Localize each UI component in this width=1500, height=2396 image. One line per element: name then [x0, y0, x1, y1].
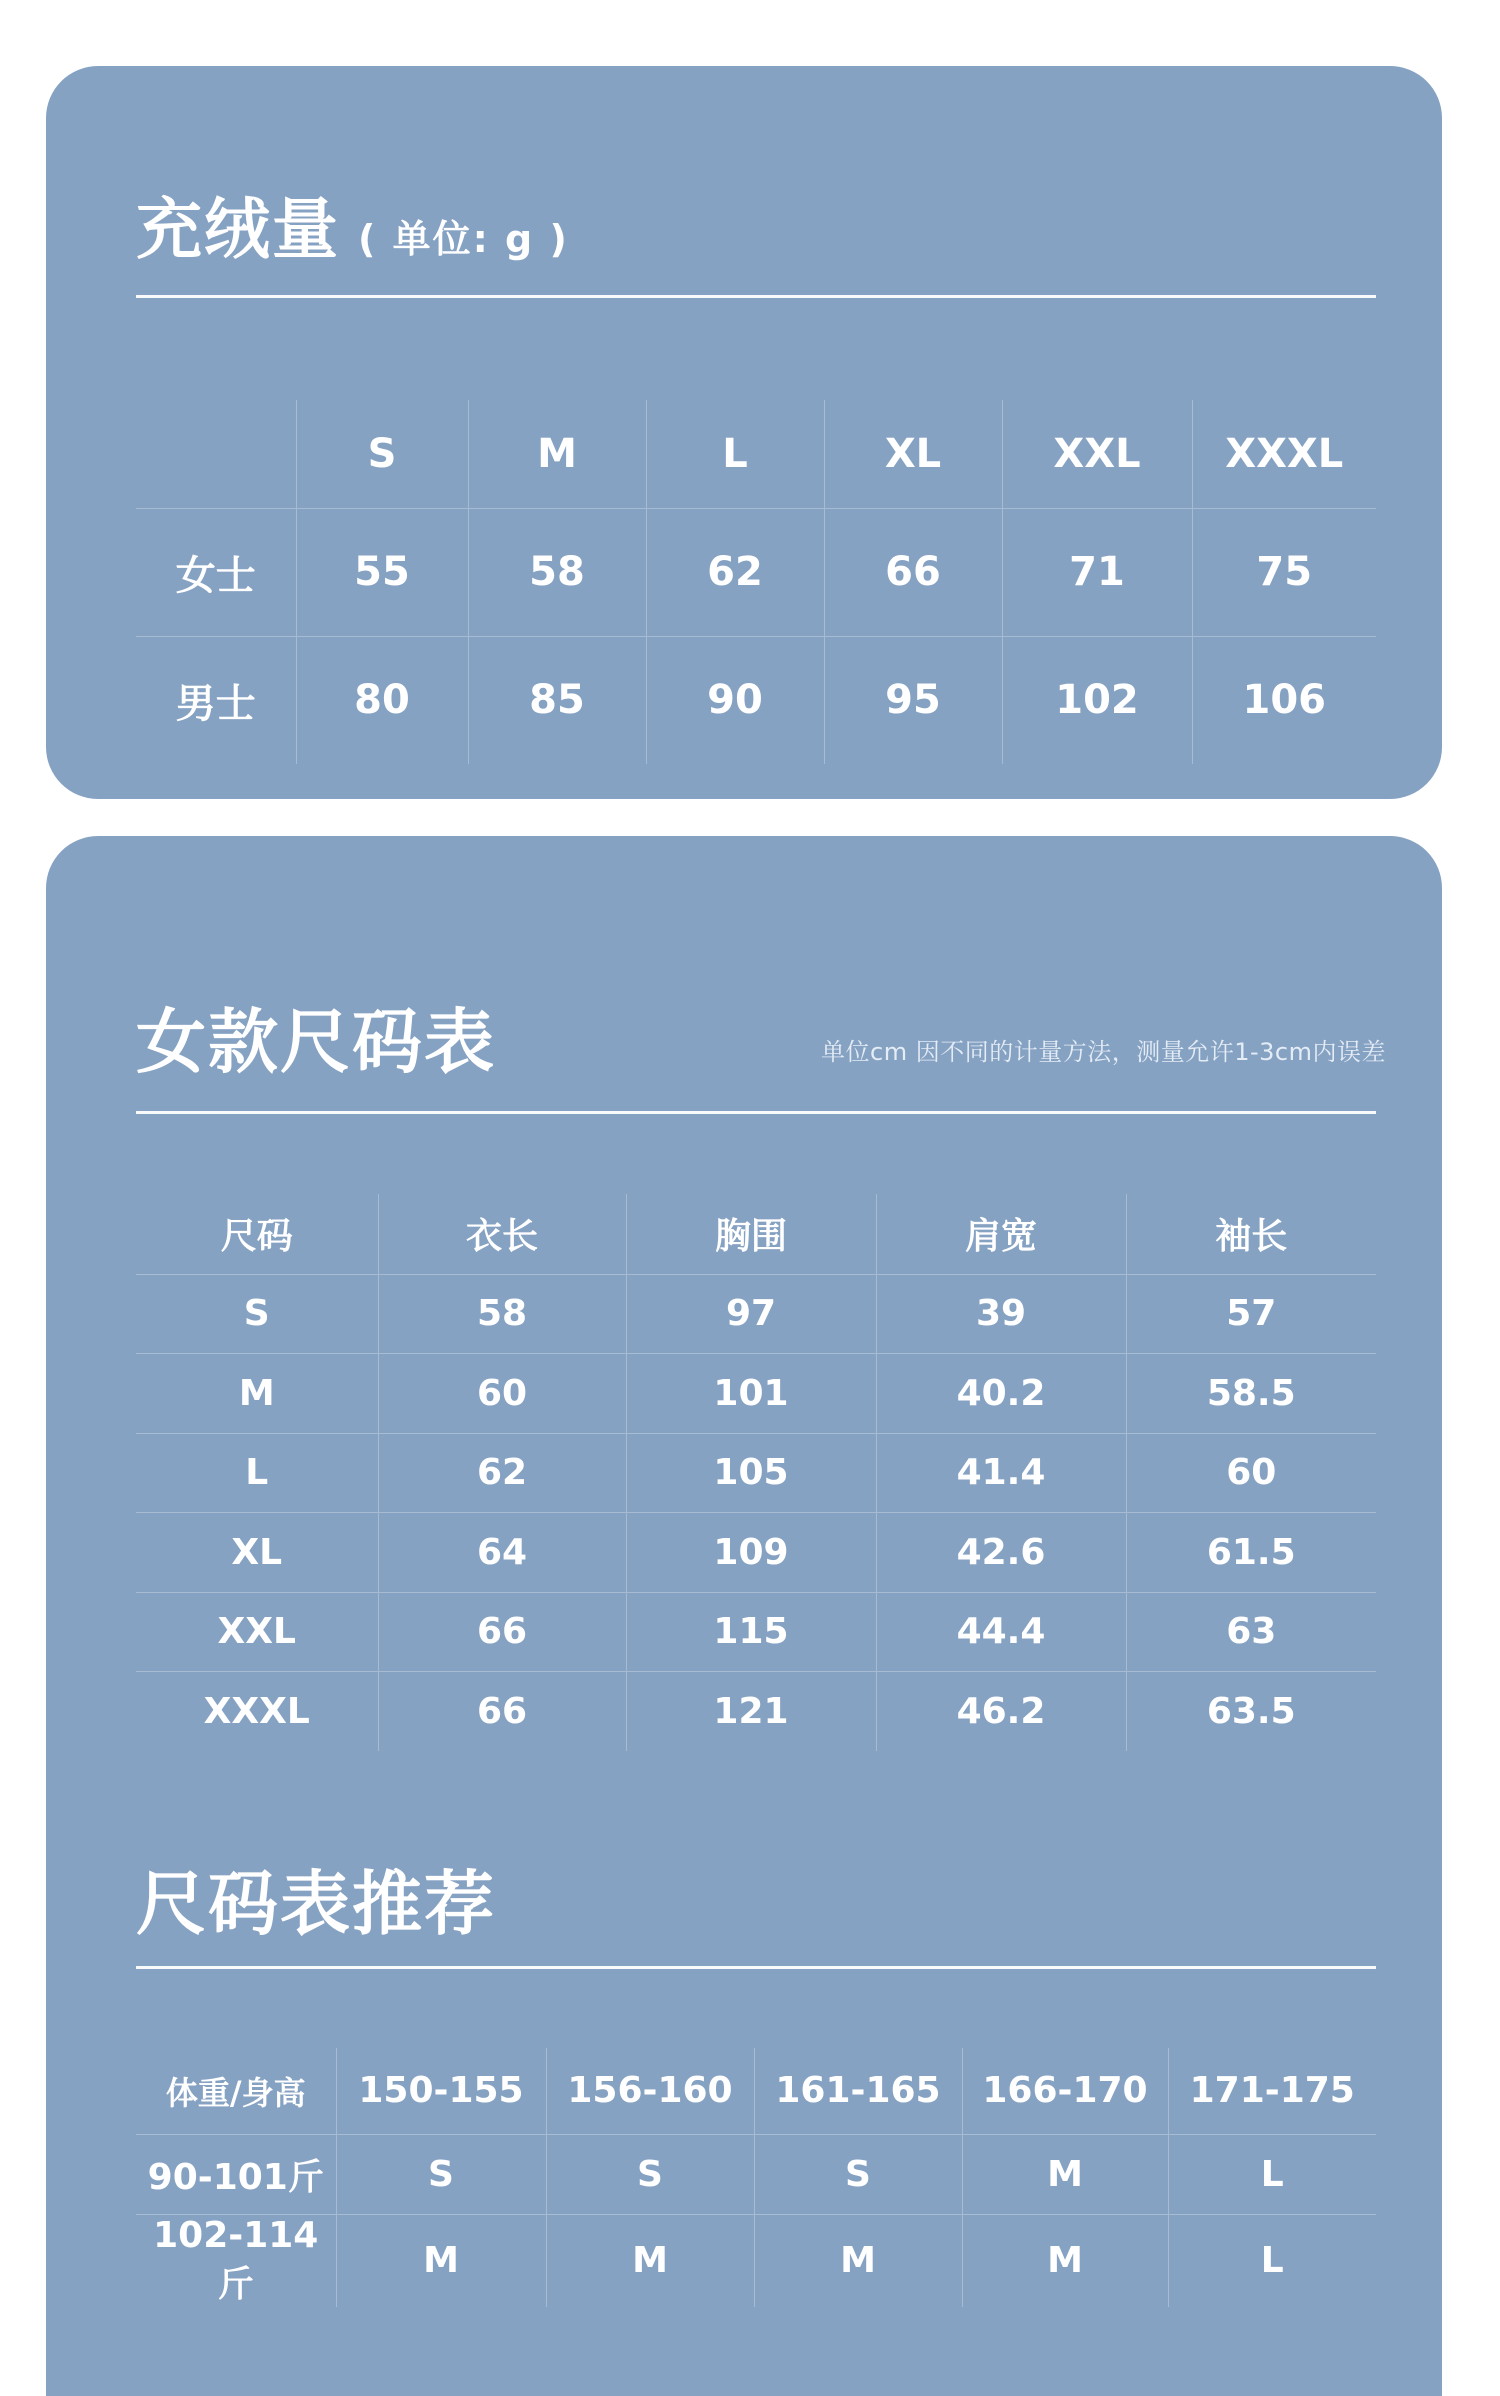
recommend-header-cell: 150-155	[336, 2048, 546, 2134]
fill-row-label: 男士	[136, 636, 296, 764]
women-row	[136, 1274, 1376, 1354]
recommend-cell: S	[546, 2134, 754, 2214]
fill-amount-table	[136, 400, 1376, 764]
recommend-header-cell: 171-175	[1168, 2048, 1376, 2134]
fill-value: 58	[468, 508, 646, 636]
fill-value: 62	[646, 508, 824, 636]
women-cell: 61.5	[1126, 1513, 1376, 1593]
recommend-cell: 90-101斤	[136, 2134, 336, 2214]
recommend-cell: M	[962, 2134, 1168, 2214]
women-row	[136, 1672, 1376, 1752]
women-cell: 44.4	[876, 1592, 1126, 1672]
recommend-cell: S	[336, 2134, 546, 2214]
women-header-cell: 袖长	[1126, 1194, 1376, 1274]
women-cell: 63.5	[1126, 1672, 1376, 1752]
women-size-note: 单位cm 因不同的计量方法，测量允许1-3cm内误差	[821, 1038, 1386, 1066]
fill-header-row	[136, 400, 1376, 508]
women-row	[136, 1433, 1376, 1513]
women-cell: 62	[378, 1433, 626, 1513]
women-row	[136, 1513, 1376, 1593]
fill-header-size: L	[646, 400, 824, 508]
women-header-cell: 衣长	[378, 1194, 626, 1274]
fill-value: 95	[824, 636, 1002, 764]
recommend-row	[136, 2134, 1376, 2214]
recommend-cell: 102-114斤	[136, 2214, 336, 2307]
recommend-header-row	[136, 2048, 1376, 2134]
fill-header-size: XXL	[1002, 400, 1192, 508]
women-cell: 66	[378, 1672, 626, 1752]
fill-header-size: M	[468, 400, 646, 508]
women-header-cell: 肩宽	[876, 1194, 1126, 1274]
women-cell: 115	[626, 1592, 876, 1672]
fill-value: 55	[296, 508, 468, 636]
recommend-cell: M	[336, 2214, 546, 2307]
women-row	[136, 1592, 1376, 1672]
recommend-header-cell: 161-165	[754, 2048, 962, 2134]
recommend-cell: L	[1168, 2214, 1376, 2307]
women-cell: 109	[626, 1513, 876, 1593]
fill-row-men	[136, 636, 1376, 764]
women-cell: 41.4	[876, 1433, 1126, 1513]
women-header-row	[136, 1194, 1376, 1274]
women-cell: 58	[378, 1274, 626, 1354]
women-cell: 66	[378, 1592, 626, 1672]
fill-amount-title-block	[136, 176, 569, 271]
recommend-row	[136, 2214, 1376, 2307]
fill-value: 71	[1002, 508, 1192, 636]
women-cell: 46.2	[876, 1672, 1126, 1752]
women-cell: 42.6	[876, 1513, 1126, 1593]
women-cell: 40.2	[876, 1354, 1126, 1434]
women-cell: XXL	[136, 1592, 378, 1672]
recommend-table	[136, 2048, 1376, 2307]
size-chart-card	[46, 836, 1442, 2396]
recommend-header-cell: 体重/身高	[165, 2073, 306, 2112]
fill-row-label: 女士	[136, 508, 296, 636]
women-cell: L	[136, 1433, 378, 1513]
recommend-title: 尺码表推荐	[136, 1863, 496, 1945]
fill-value: 90	[646, 636, 824, 764]
fill-amount-title: 充绒量	[136, 191, 340, 268]
fill-value: 66	[824, 508, 1002, 636]
recommend-cell: M	[962, 2214, 1168, 2307]
recommend-cell: L	[1168, 2134, 1376, 2214]
women-cell: 63	[1126, 1592, 1376, 1672]
women-cell: 64	[378, 1513, 626, 1593]
fill-amount-unit: ( 单位: g )	[358, 217, 569, 261]
women-cell: XXXL	[136, 1672, 378, 1752]
recommend-cell: M	[546, 2214, 754, 2307]
women-cell: 58.5	[1126, 1354, 1376, 1434]
fill-row-women	[136, 508, 1376, 636]
women-row	[136, 1354, 1376, 1434]
women-size-title: 女款尺码表	[136, 1001, 496, 1083]
women-header-cell: 胸围	[626, 1194, 876, 1274]
fill-amount-divider	[136, 295, 1376, 298]
women-cell: S	[136, 1274, 378, 1354]
women-size-divider	[136, 1111, 1376, 1114]
women-cell: 101	[626, 1354, 876, 1434]
fill-value: 106	[1192, 636, 1376, 764]
fill-header-size: XL	[824, 400, 1002, 508]
fill-header-corner	[136, 400, 296, 508]
women-cell: M	[136, 1354, 378, 1434]
fill-header-size: S	[296, 400, 468, 508]
fill-value: 85	[468, 636, 646, 764]
women-cell: 60	[378, 1354, 626, 1434]
fill-value: 102	[1002, 636, 1192, 764]
women-cell: 39	[876, 1274, 1126, 1354]
recommend-cell: S	[754, 2134, 962, 2214]
women-cell: XL	[136, 1513, 378, 1593]
recommend-cell: M	[754, 2214, 962, 2307]
recommend-divider	[136, 1966, 1376, 1969]
women-size-table	[136, 1194, 1376, 1751]
recommend-header-cell: 166-170	[962, 2048, 1168, 2134]
women-cell: 105	[626, 1433, 876, 1513]
women-cell: 57	[1126, 1274, 1376, 1354]
fill-value: 75	[1192, 508, 1376, 636]
women-cell: 60	[1126, 1433, 1376, 1513]
women-cell: 121	[626, 1672, 876, 1752]
fill-header-size: XXXL	[1192, 400, 1376, 508]
women-cell: 97	[626, 1274, 876, 1354]
women-header-cell: 尺码	[220, 1216, 293, 1258]
fill-amount-card	[46, 66, 1442, 799]
recommend-header-cell: 156-160	[546, 2048, 754, 2134]
fill-value: 80	[296, 636, 468, 764]
